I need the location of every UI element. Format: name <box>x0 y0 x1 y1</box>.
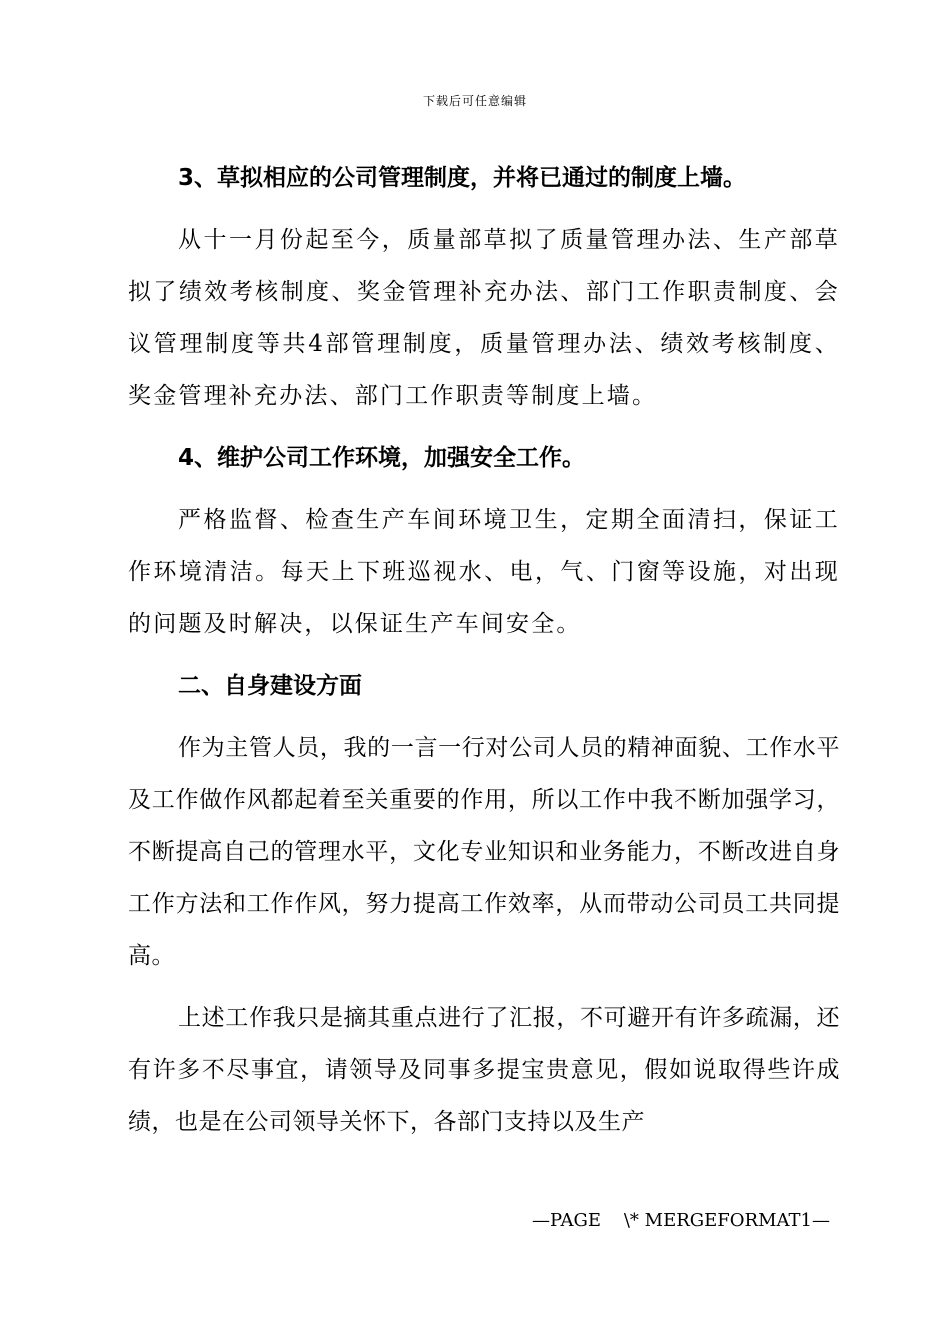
part-2-paragraph-1: 作为主管人员，我的一言一行对公司人员的精神面貌、工作水平及工作做作风都起着至关重要的作用，所以工作中我不断加强学习，不断提高自己的管理水平，文化专业知识和业务能力，不断改进自身工作方法和工作作风，努力提高工作效率，从而带动公司员工共同提高。 <box>128 735 840 969</box>
part-2-heading: 二、自身建设方面 <box>178 673 362 699</box>
document-body <box>128 152 840 1158</box>
section-4-paragraph: 严格监督、检查生产车间环境卫生，定期全面清扫，保证工作环境清洁。每天上下班巡视水、电，气、门窗等设施，对出现的问题及时解决，以保证生产车间安全。 <box>128 507 840 637</box>
download-note: 下载后可任意编辑 <box>422 94 527 108</box>
section-3-paragraph: 从十一月份起至今，质量部草拟了质量管理办法、生产部草拟了绩效考核制度、奖金管理补充办法、部门工作职责制度、会议管理制度等共4部管理制度，质量管理办法、绩效考核制度、奖金管理补充办法、部门工作职责等制度上墙。 <box>128 227 840 409</box>
page-footer-field: —PAGE \* MERGEFORMAT1— <box>532 1210 830 1231</box>
section-3-heading: 3、草拟相应的公司管理制度，并将已通过的制度上墙。 <box>178 165 747 191</box>
section-4-heading: 4、维护公司工作环境，加强安全工作。 <box>178 445 586 471</box>
part-2-paragraph-2: 上述工作我只是摘其重点进行了汇报，不可避开有许多疏漏，还有许多不尽事宜，请领导及同事多提宝贵意见，假如说取得些许成绩，也是在公司领导关怀下，各部门支持以及生产 <box>128 1005 840 1135</box>
